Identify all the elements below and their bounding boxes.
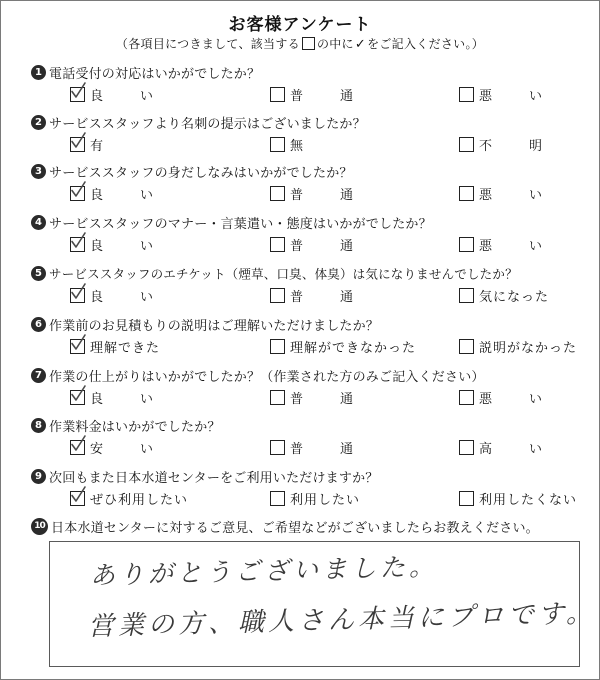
question-8 bbox=[31, 415, 591, 465]
instructions-after: をご記入ください。） bbox=[367, 37, 485, 51]
question-6 bbox=[31, 314, 591, 364]
option-label: 普 通 bbox=[290, 290, 354, 305]
checkmark-icon bbox=[69, 385, 87, 403]
question-number: 10 bbox=[31, 518, 48, 535]
question-number: 6 bbox=[31, 317, 46, 332]
option-label: 良 い bbox=[90, 239, 154, 254]
option-average[interactable] bbox=[270, 285, 354, 303]
checkbox[interactable] bbox=[270, 339, 285, 354]
checkbox[interactable] bbox=[459, 87, 474, 102]
checkbox[interactable] bbox=[459, 491, 474, 506]
option-average[interactable] bbox=[270, 234, 354, 252]
handwritten-comment-line-2: 営業の方、職人さん本当にプロです。 bbox=[87, 598, 597, 642]
checkbox[interactable] bbox=[70, 491, 85, 506]
checkbox[interactable] bbox=[270, 288, 285, 303]
option-label: 悪 い bbox=[479, 392, 543, 407]
option-average[interactable] bbox=[270, 387, 354, 405]
checkbox[interactable] bbox=[70, 87, 85, 102]
option-yes[interactable] bbox=[70, 134, 104, 152]
option-label: 普 通 bbox=[290, 89, 354, 104]
checkmark-icon bbox=[69, 82, 87, 100]
option-would-use[interactable] bbox=[270, 488, 360, 506]
checkbox[interactable] bbox=[459, 186, 474, 201]
option-bad[interactable] bbox=[459, 183, 543, 201]
question-text: 次回もまた日本水道センターをご利用いただけますか？ bbox=[49, 471, 379, 486]
option-bad[interactable] bbox=[459, 84, 543, 102]
question-text: 作業前のお見積もりの説明はご理解いただけましたか？ bbox=[49, 319, 380, 334]
checkbox[interactable] bbox=[459, 390, 474, 405]
option-label: 理解ができなかった bbox=[290, 341, 417, 356]
option-label: 高 い bbox=[479, 442, 543, 457]
instructions-middle: の中に bbox=[316, 37, 354, 51]
option-good[interactable] bbox=[70, 285, 154, 303]
option-label: 利用したい bbox=[290, 493, 361, 508]
instructions-before: （各項目につきまして、該当する bbox=[115, 37, 300, 51]
option-label: 不 明 bbox=[479, 139, 543, 154]
question-text: サービススタッフの身だしなみはいかがでしたか？ bbox=[49, 166, 353, 181]
question-number: 7 bbox=[31, 368, 46, 383]
option-label: 悪 い bbox=[479, 89, 543, 104]
checkbox[interactable] bbox=[70, 237, 85, 252]
question-2 bbox=[31, 112, 591, 162]
question-7 bbox=[31, 365, 591, 415]
question-number: 1 bbox=[31, 65, 46, 80]
checkmark-icon bbox=[69, 486, 87, 504]
option-bothered[interactable] bbox=[459, 285, 549, 303]
sample-checkbox bbox=[302, 37, 315, 50]
question-number: 4 bbox=[31, 215, 46, 230]
option-expensive[interactable] bbox=[459, 437, 543, 455]
option-bad[interactable] bbox=[459, 387, 543, 405]
checkbox[interactable] bbox=[270, 440, 285, 455]
question-3 bbox=[31, 161, 591, 211]
option-label: 普 通 bbox=[290, 442, 354, 457]
option-average[interactable] bbox=[270, 183, 354, 201]
option-label: 良 い bbox=[90, 392, 154, 407]
checkbox[interactable] bbox=[70, 137, 85, 152]
option-no-explanation[interactable] bbox=[459, 336, 577, 354]
check-icon: ✓ bbox=[354, 37, 367, 52]
checkmark-icon bbox=[69, 435, 87, 453]
option-bad[interactable] bbox=[459, 234, 543, 252]
checkbox[interactable] bbox=[459, 339, 474, 354]
checkbox[interactable] bbox=[270, 137, 285, 152]
checkbox[interactable] bbox=[459, 288, 474, 303]
option-label: 気になった bbox=[479, 290, 550, 305]
checkbox[interactable] bbox=[270, 237, 285, 252]
option-label: 理解できた bbox=[90, 341, 161, 356]
option-understood[interactable] bbox=[70, 336, 160, 354]
checkbox[interactable] bbox=[270, 87, 285, 102]
option-label: 普 通 bbox=[290, 392, 354, 407]
checkmark-icon bbox=[69, 283, 87, 301]
option-would-not-use[interactable] bbox=[459, 488, 577, 506]
checkmark-icon bbox=[69, 181, 87, 199]
question-9 bbox=[31, 466, 591, 516]
page-title: お客様アンケート bbox=[228, 15, 372, 35]
option-label: 良 い bbox=[90, 89, 154, 104]
checkbox[interactable] bbox=[70, 288, 85, 303]
checkbox[interactable] bbox=[70, 390, 85, 405]
question-text: 電話受付の対応はいかがでしたか？ bbox=[49, 67, 261, 82]
checkmark-icon bbox=[69, 334, 87, 352]
instructions bbox=[1, 35, 599, 52]
option-no[interactable] bbox=[270, 134, 304, 152]
question-1 bbox=[31, 62, 591, 112]
option-cheap[interactable] bbox=[70, 437, 154, 455]
option-label: 有 bbox=[90, 139, 105, 154]
option-label: 良 い bbox=[90, 188, 154, 203]
option-label: 普 通 bbox=[290, 188, 354, 203]
option-good[interactable] bbox=[70, 183, 154, 201]
question-4 bbox=[31, 212, 591, 262]
option-good[interactable] bbox=[70, 387, 154, 405]
question-text: 日本水道センターに対するご意見、ご希望などがございましたらお教えください。 bbox=[51, 521, 539, 536]
question-number: 2 bbox=[31, 115, 46, 130]
option-good[interactable] bbox=[70, 84, 154, 102]
question-text: 作業の仕上がりはいかがでしたか？（作業された方のみご記入ください） bbox=[49, 370, 485, 385]
checkbox[interactable] bbox=[70, 186, 85, 201]
question-text: 作業料金はいかがでしたか？ bbox=[49, 420, 221, 435]
option-definitely[interactable] bbox=[70, 488, 188, 506]
checkbox[interactable] bbox=[459, 440, 474, 455]
checkbox[interactable] bbox=[459, 237, 474, 252]
question-text: サービススタッフのエチケット（煙草、口臭、体臭）は気になりませんでしたか？ bbox=[49, 266, 518, 282]
question-number: 8 bbox=[31, 418, 46, 433]
checkbox[interactable] bbox=[270, 186, 285, 201]
option-good[interactable] bbox=[70, 234, 154, 252]
option-label: 安 い bbox=[90, 442, 154, 457]
option-label: 無 bbox=[290, 139, 305, 154]
checkbox[interactable] bbox=[70, 339, 85, 354]
checkbox[interactable] bbox=[70, 440, 85, 455]
question-number: 5 bbox=[31, 266, 46, 281]
question-text: サービススタッフのマナー・言葉遣い・態度はいかがでしたか？ bbox=[49, 217, 432, 232]
option-label: 悪 い bbox=[479, 239, 543, 254]
question-number: 9 bbox=[31, 469, 46, 484]
checkmark-icon bbox=[69, 132, 87, 150]
checkbox[interactable] bbox=[270, 491, 285, 506]
option-label: 良 い bbox=[90, 290, 154, 305]
option-average[interactable] bbox=[270, 84, 354, 102]
option-label: 悪 い bbox=[479, 188, 543, 203]
option-label: 普 通 bbox=[290, 239, 354, 254]
handwritten-comment-line-1: ありがとうございました。 bbox=[89, 551, 439, 590]
checkmark-icon bbox=[69, 232, 87, 250]
option-label: 利用したくない bbox=[479, 493, 578, 508]
comment-textarea[interactable] bbox=[49, 541, 597, 667]
question-text: サービススタッフより名刺の提示はございましたか？ bbox=[49, 117, 366, 132]
question-number: 3 bbox=[31, 164, 46, 179]
option-label: ぜひ利用したい bbox=[90, 493, 189, 508]
checkbox[interactable] bbox=[459, 137, 474, 152]
checkbox[interactable] bbox=[270, 390, 285, 405]
option-label: 説明がなかった bbox=[479, 341, 578, 356]
option-unknown[interactable] bbox=[459, 134, 543, 152]
option-average[interactable] bbox=[270, 437, 354, 455]
option-not-understood[interactable] bbox=[270, 336, 416, 354]
question-5 bbox=[31, 263, 591, 313]
